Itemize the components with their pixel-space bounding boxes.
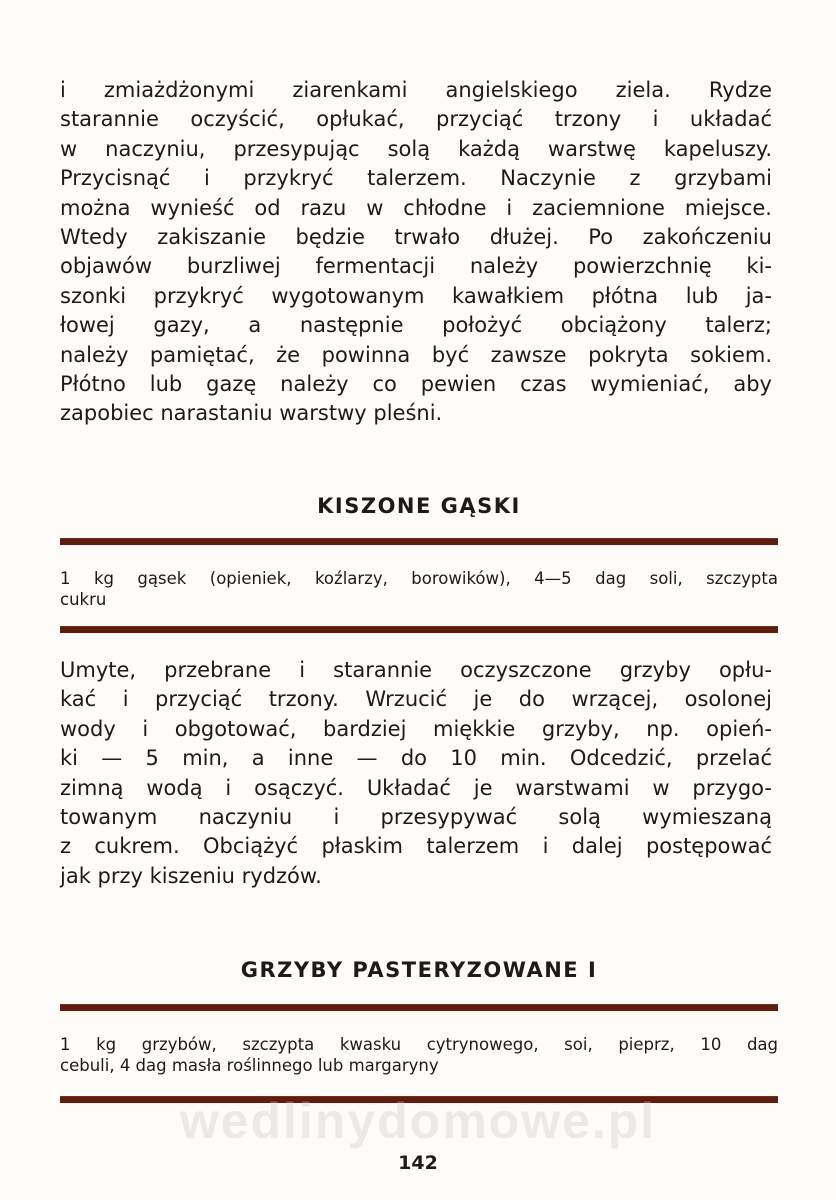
- text-line: kać i przyciąć trzony. Wrzucić je do wrzącej, osolonej: [60, 687, 772, 712]
- divider-rule: [60, 538, 778, 545]
- text-line: ki — 5 min, a inne — do 10 min. Odcedzić, przelać: [60, 746, 772, 771]
- ingredients-list: [60, 1034, 778, 1076]
- text-line: szonki przykryć wygotowanym kawałkiem płótna lub ja-: [60, 283, 772, 308]
- page-number: 142: [398, 1152, 438, 1174]
- text-line: jak przy kiszeniu rydzów.: [60, 863, 322, 888]
- ingredients-line: 1 kg gąsek (opieniek, koźlarzy, borowików), 4—5 dag soli, szczypta: [60, 569, 778, 588]
- text-line: objawów burzliwej fermentacji należy powierzchnię ki-: [60, 254, 772, 279]
- text-line: Przycisnąć i przykryć talerzem. Naczynie z grzybami: [60, 166, 772, 191]
- ingredients-line: cukru: [60, 590, 107, 609]
- text-line: Wtedy zakiszanie będzie trwało dłużej. Po zakończeniu: [60, 225, 772, 250]
- text-line: i zmiażdżonymi ziarenkami angielskiego ziela. Rydze: [60, 78, 772, 102]
- ingredients-list: [60, 568, 778, 610]
- divider-rule: [60, 1004, 778, 1011]
- recipe-instructions: [60, 656, 772, 891]
- text-line: towanym naczyniu i przesypywać solą wymieszaną: [60, 805, 772, 830]
- text-line: z cukrem. Obciążyć płaskim talerzem i dalej postępować: [60, 834, 772, 859]
- recipe-title-grzyby-pasteryzowane: GRZYBY PASTERYZOWANE I: [240, 958, 598, 982]
- text-line: łowej gazy, a następnie położyć obciążony talerz;: [60, 313, 772, 338]
- text-line: zapobiec narastaniu warstwy pleśni.: [60, 401, 443, 426]
- text-line: zimną wodą i osączyć. Układać je warstwami w przygo-: [60, 775, 772, 800]
- divider-rule: [60, 626, 778, 633]
- text-line: starannie oczyścić, opłukać, przyciąć trzony i układać: [60, 107, 772, 132]
- ingredients-line: cebuli, 4 dag masła roślinnego lub margaryny: [60, 1056, 439, 1075]
- watermark: wedlinydomowe.pl: [179, 1093, 657, 1149]
- text-line: Umyte, przebrane i starannie oczyszczone grzyby opłu-: [60, 658, 772, 682]
- text-line: Płótno lub gazę należy co pewien czas wymieniać, aby: [60, 372, 772, 397]
- text-line: w naczyniu, przesypując solą każdą warstwę kapeluszy.: [60, 136, 772, 161]
- text-line: wody i obgotować, bardziej miękkie grzyby, np. opień-: [60, 716, 772, 741]
- ingredients-line: 1 kg grzybów, szczypta kwasku cytrynowego, soi, pieprz, 10 dag: [60, 1035, 778, 1054]
- text-line: można wynieść od razu w chłodne i zaciemnione miejsce.: [60, 195, 772, 220]
- recipe-title-kiszone-gaski: KISZONE GĄSKI: [317, 494, 521, 518]
- intro-paragraph: [60, 76, 772, 429]
- text-line: należy pamiętać, że powinna być zawsze pokryta sokiem.: [60, 342, 772, 367]
